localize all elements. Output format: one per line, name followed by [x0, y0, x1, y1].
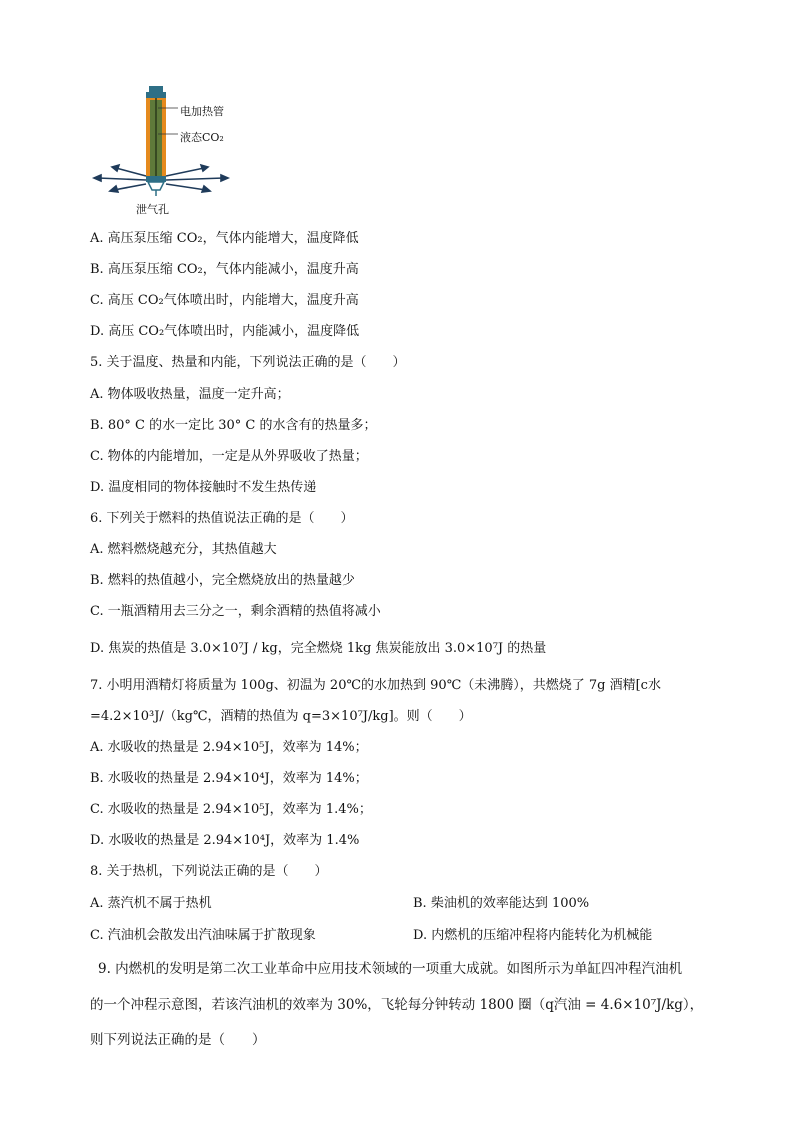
gas-jet-arrows-left	[94, 165, 146, 192]
q8-option-c: C. 汽油机会散发出汽油味属于扩散现象	[90, 928, 316, 943]
label-liquid-co2: 液态CO₂	[180, 131, 224, 144]
q8-option-d: D. 内燃机的压缩冲程将内能转化为机械能	[413, 928, 653, 943]
label-heater-tube: 电加热管	[180, 105, 224, 118]
q5-option-a: A. 物体吸收热量，温度一定升高；	[90, 387, 290, 402]
vent-nozzle	[148, 182, 164, 190]
q6-stem: 6. 下列关于燃料的热值说法正确的是（ ）	[90, 511, 354, 526]
q4-option-c: C. 高压 CO₂气体喷出时，内能增大，温度升高	[90, 293, 359, 308]
tube-top-flange	[146, 92, 166, 98]
q6-option-d: D. 焦炭的热值是 3.0×10⁷J / kg，完全燃烧 1kg 焦炭能放出 3.0×10⁷J 的热量	[90, 641, 547, 656]
tube-top-cap	[149, 86, 163, 92]
q7-option-c: C. 水吸收的热量是 2.94×10⁵J，效率为 1.4%；	[90, 802, 372, 817]
q7-option-d: D. 水吸收的热量是 2.94×10⁴J，效率为 1.4%	[90, 833, 360, 848]
q7-option-b: B. 水吸收的热量是 2.94×10⁴J，效率为 14%；	[90, 771, 368, 786]
label-vent-hole: 泄气孔	[136, 203, 169, 216]
q4-option-a: A. 高压泵压缩 CO₂，气体内能增大，温度降低	[90, 231, 359, 246]
q6-option-c: C. 一瓶酒精用去三分之一，剩余酒精的热值将减小	[90, 604, 381, 619]
q8-stem: 8. 关于热机，下列说法正确的是（ ）	[90, 864, 328, 879]
q7-option-a: A. 水吸收的热量是 2.94×10⁵J，效率为 14%；	[90, 740, 368, 755]
q9-line2: 的一个冲程示意图，若该汽油机的效率为 30%，飞轮每分钟转动 1800 圈（q汽油 = 4.6×10⁷J/kg），	[90, 997, 704, 1013]
tube-bottom-flange	[146, 176, 166, 182]
co2-tube-figure	[88, 84, 238, 219]
q5-option-d: D. 温度相同的物体接触时不发生热传递	[90, 480, 317, 495]
q9-line1: 9. 内燃机的发明是第二次工业革命中应用技术领域的一项重大成就。如图所示为单缸四冲程汽油机	[98, 961, 683, 977]
q6-option-b: B. 燃料的热值越小，完全燃烧放出的热量越少	[90, 573, 355, 588]
q5-option-c: C. 物体的内能增加，一定是从外界吸收了热量；	[90, 449, 368, 464]
q4-option-b: B. 高压泵压缩 CO₂，气体内能减小，温度升高	[90, 262, 359, 277]
q5-stem: 5. 关于温度、热量和内能，下列说法正确的是（ ）	[90, 355, 406, 370]
q7-stem-line1: 7. 小明用酒精灯将质量为 100g、初温为 20℃的水加热到 90℃（未沸腾），共燃烧了 7g 酒精[c水	[90, 678, 661, 693]
q6-option-a: A. 燃料燃烧越充分，其热值越大	[90, 542, 277, 557]
q8-option-b: B. 柴油机的效率能达到 100%	[413, 896, 590, 911]
q9-line3: 则下列说法正确的是（ ）	[90, 1032, 266, 1048]
q7-stem-line2: =4.2×10³J/（kg℃，酒精的热值为 q=3×10⁷J/kg]。则（ ）	[90, 709, 472, 724]
q4-option-d: D. 高压 CO₂气体喷出时，内能减小，温度降低	[90, 324, 360, 339]
q8-option-a: A. 蒸汽机不属于热机	[90, 896, 212, 911]
q5-option-b: B. 80° C 的水一定比 30° C 的水含有的热量多；	[90, 418, 377, 433]
gas-jet-arrows-right	[166, 165, 228, 192]
